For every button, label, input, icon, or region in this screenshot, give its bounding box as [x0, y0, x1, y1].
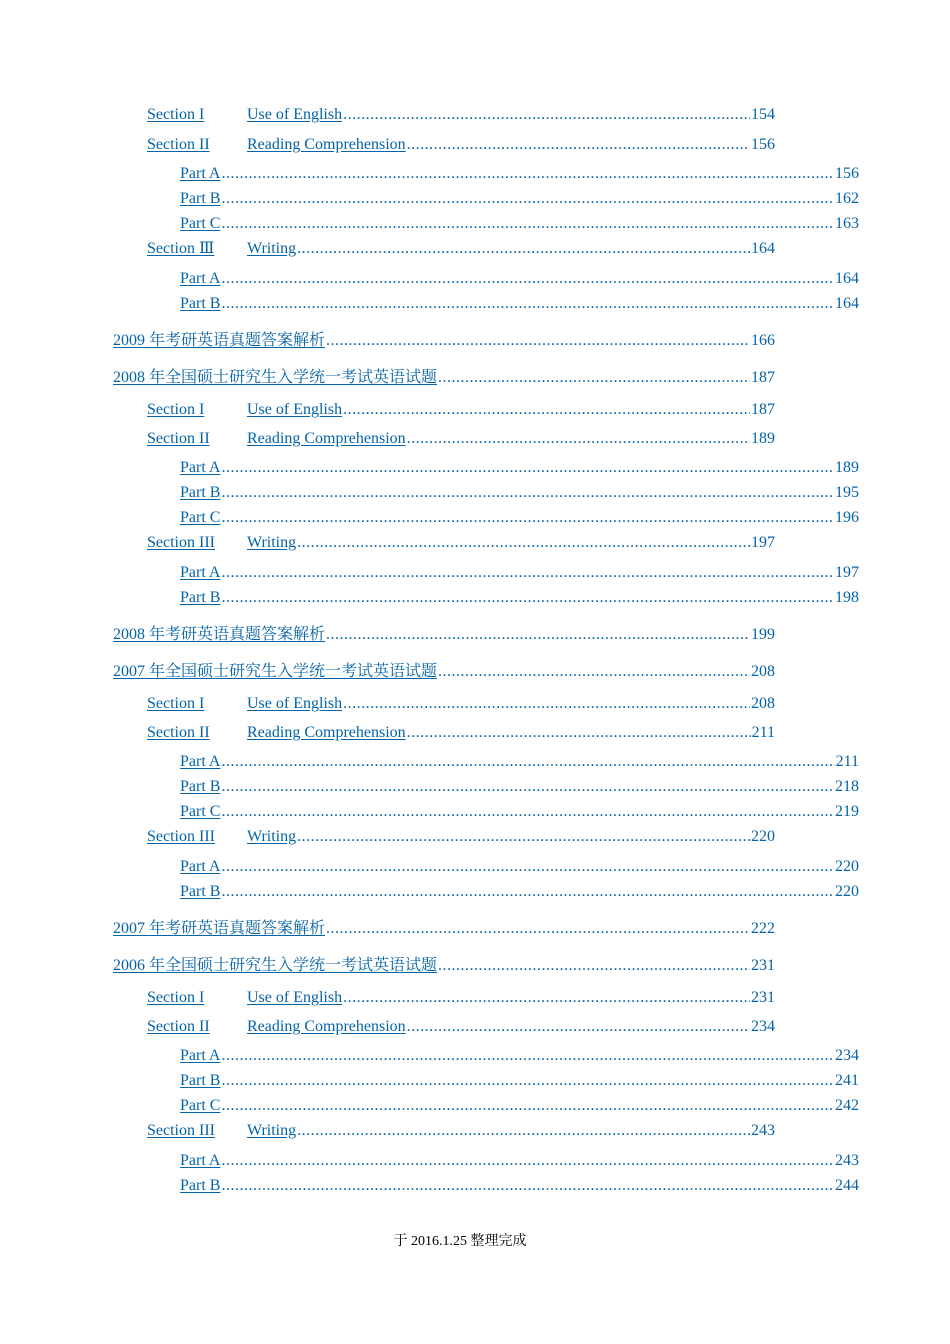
- toc-entry-section[interactable]: [147, 533, 775, 553]
- toc-entry-title[interactable]: Reading Comprehension: [247, 1018, 406, 1035]
- toc-entry-title[interactable]: Reading Comprehension: [247, 724, 406, 741]
- toc-page-number: 189: [751, 430, 775, 447]
- toc-entry-part[interactable]: [180, 857, 859, 877]
- toc-entry-title[interactable]: Part C: [180, 215, 221, 232]
- toc-entry-part[interactable]: [180, 189, 859, 209]
- toc-entry-title[interactable]: Use of English: [247, 106, 343, 123]
- toc-page-number: 164: [751, 240, 775, 257]
- dot-leader: [326, 919, 750, 939]
- toc-section-id[interactable]: Section II: [147, 724, 210, 741]
- toc-page-number: 197: [835, 564, 859, 581]
- toc-entry-section[interactable]: [147, 135, 775, 155]
- toc-entry-section[interactable]: [147, 1121, 775, 1141]
- toc-entry-title[interactable]: Part A: [180, 564, 221, 581]
- dot-leader: [297, 1121, 750, 1141]
- toc-entry-part[interactable]: [180, 483, 859, 503]
- toc-entry-heading[interactable]: [113, 919, 775, 939]
- dot-leader: [297, 827, 750, 847]
- toc-section-id[interactable]: Section I: [147, 106, 205, 123]
- toc-entry-title[interactable]: Reading Comprehension: [247, 430, 406, 447]
- toc-entry-title[interactable]: 2007 年全国硕士研究生入学统一考试英语试题: [113, 663, 438, 680]
- toc-entry-title[interactable]: Part B: [180, 295, 221, 312]
- footer-note: 于 2016.1.25 整理完成: [393, 1234, 527, 1249]
- dot-leader: [221, 1096, 834, 1116]
- toc-entry-title[interactable]: Use of English: [247, 695, 343, 712]
- dot-leader: [438, 662, 750, 682]
- toc-section-id[interactable]: Section III: [147, 1122, 215, 1139]
- toc-entry-title[interactable]: Part A: [180, 270, 221, 287]
- toc-entry-title[interactable]: 2008 年考研英语真题答案解析: [113, 626, 326, 643]
- toc-entry-title[interactable]: Part A: [180, 858, 221, 875]
- dot-leader: [221, 882, 834, 902]
- dot-leader: [221, 508, 834, 528]
- dot-leader: [221, 1071, 834, 1091]
- dot-leader: [221, 802, 834, 822]
- toc-entry-section[interactable]: [147, 723, 775, 743]
- dot-leader: [407, 723, 751, 743]
- dot-leader: [326, 331, 750, 351]
- toc-page-number: 222: [751, 920, 775, 937]
- toc-entry-title[interactable]: Part C: [180, 1097, 221, 1114]
- dot-leader: [438, 368, 750, 388]
- dot-leader: [407, 1017, 750, 1037]
- toc-page-number: 234: [751, 1018, 775, 1035]
- toc-page-number: 199: [751, 626, 775, 643]
- toc-page-number: 211: [835, 753, 859, 770]
- toc-page-number: 187: [751, 401, 775, 418]
- dot-leader: [221, 1046, 834, 1066]
- toc-entry-title[interactable]: Writing: [247, 828, 297, 845]
- toc-entry-heading[interactable]: [113, 331, 775, 351]
- toc-page-number: 234: [835, 1047, 859, 1064]
- toc-entry-title[interactable]: Part B: [180, 778, 221, 795]
- dot-leader: [343, 694, 750, 714]
- toc-page-number: 196: [835, 509, 859, 526]
- toc-page-number: 198: [835, 589, 859, 606]
- dot-leader: [221, 458, 834, 478]
- toc-entry-title[interactable]: Part C: [180, 803, 221, 820]
- toc-entry-part[interactable]: [180, 777, 859, 797]
- toc-entry-part[interactable]: [180, 1176, 859, 1196]
- dot-leader: [221, 1151, 834, 1171]
- toc-page-number: 197: [751, 534, 775, 551]
- toc-entry-heading[interactable]: [113, 662, 775, 682]
- toc-entry-title[interactable]: Part B: [180, 883, 221, 900]
- toc-page-number: 208: [751, 663, 775, 680]
- toc-section-id[interactable]: Section Ⅲ: [147, 240, 215, 257]
- toc-page-number: 187: [751, 369, 775, 386]
- toc-page-number: 220: [751, 828, 775, 845]
- toc-entry-title[interactable]: 2008 年全国硕士研究生入学统一考试英语试题: [113, 369, 438, 386]
- dot-leader: [407, 135, 750, 155]
- toc-entry-part[interactable]: [180, 164, 859, 184]
- toc-section-id[interactable]: Section I: [147, 695, 205, 712]
- toc-entry-title[interactable]: Use of English: [247, 401, 343, 418]
- toc-page-number: 164: [835, 295, 859, 312]
- toc-entry-part[interactable]: [180, 1151, 859, 1171]
- toc-page-number: 244: [835, 1177, 859, 1194]
- toc-entry-heading[interactable]: [113, 368, 775, 388]
- toc-entry-title[interactable]: Part B: [180, 1072, 221, 1089]
- dot-leader: [221, 777, 834, 797]
- dot-leader: [221, 1176, 834, 1196]
- toc-entry-section[interactable]: [147, 1017, 775, 1037]
- toc-entry-title[interactable]: 2007 年考研英语真题答案解析: [113, 920, 326, 937]
- toc-entry-title[interactable]: Part B: [180, 190, 221, 207]
- toc-page-number: 242: [835, 1097, 859, 1114]
- toc-page-number: 219: [835, 803, 859, 820]
- dot-leader: [221, 294, 834, 314]
- toc-entry-part[interactable]: [180, 294, 859, 314]
- toc-page-number: 243: [751, 1122, 775, 1139]
- toc-entry-section[interactable]: [147, 988, 775, 1008]
- toc-entry-heading[interactable]: [113, 956, 775, 976]
- toc-page-number: 231: [751, 957, 775, 974]
- toc-page-number: 243: [835, 1152, 859, 1169]
- toc-entry-section[interactable]: [147, 105, 775, 125]
- toc-entry-section[interactable]: [147, 694, 775, 714]
- dot-leader: [221, 857, 834, 877]
- toc-entry-title[interactable]: Part B: [180, 484, 221, 501]
- toc-entry-title[interactable]: Part B: [180, 589, 221, 606]
- toc-entry-part[interactable]: [180, 882, 859, 902]
- dot-leader: [221, 752, 834, 772]
- toc-entry-part[interactable]: [180, 458, 859, 478]
- toc-entry-section[interactable]: [147, 400, 775, 420]
- toc-entry-title[interactable]: 2009 年考研英语真题答案解析: [113, 332, 326, 349]
- toc-page-number: 156: [751, 136, 775, 153]
- toc-page-number: 156: [835, 165, 859, 182]
- toc-entry-title[interactable]: Part A: [180, 165, 221, 182]
- toc-entry-title[interactable]: Part A: [180, 1047, 221, 1064]
- dot-leader: [221, 563, 834, 583]
- toc-entry-part[interactable]: [180, 508, 859, 528]
- dot-leader: [297, 239, 750, 259]
- dot-leader: [326, 625, 750, 645]
- toc-page-number: 220: [835, 883, 859, 900]
- toc-page-number: 231: [751, 989, 775, 1006]
- toc-entry-title[interactable]: 2006 年全国硕士研究生入学统一考试英语试题: [113, 957, 438, 974]
- dot-leader: [438, 956, 750, 976]
- toc-page-number: 220: [835, 858, 859, 875]
- toc-entry-title[interactable]: Writing: [247, 1122, 297, 1139]
- toc-section-id[interactable]: Section III: [147, 534, 215, 551]
- toc-entry-section[interactable]: [147, 239, 775, 259]
- dot-leader: [221, 189, 834, 209]
- toc-section-id[interactable]: Section I: [147, 989, 205, 1006]
- toc-page-number: 195: [835, 484, 859, 501]
- toc-page-number: 164: [835, 270, 859, 287]
- toc-page-number: 189: [835, 459, 859, 476]
- toc-section-id[interactable]: Section II: [147, 136, 210, 153]
- toc-entry-title[interactable]: Part C: [180, 509, 221, 526]
- dot-leader: [221, 483, 834, 503]
- toc-entry-part[interactable]: [180, 214, 859, 234]
- dot-leader: [407, 429, 750, 449]
- toc-entry-title[interactable]: Writing: [247, 240, 297, 257]
- toc-entry-title[interactable]: Reading Comprehension: [247, 136, 406, 153]
- toc-entry-title[interactable]: Part A: [180, 1152, 221, 1169]
- toc-entry-part[interactable]: [180, 588, 859, 608]
- dot-leader: [221, 588, 834, 608]
- toc-entry-part[interactable]: [180, 1071, 859, 1091]
- toc-page-number: 211: [751, 724, 775, 741]
- toc-entry-title[interactable]: Part A: [180, 753, 221, 770]
- toc-page-number: 163: [835, 215, 859, 232]
- toc-section-id[interactable]: Section I: [147, 401, 205, 418]
- dot-leader: [221, 269, 834, 289]
- dot-leader: [297, 533, 750, 553]
- toc-page-number: 166: [751, 332, 775, 349]
- toc-page-number: 218: [835, 778, 859, 795]
- toc-entry-part[interactable]: [180, 1046, 859, 1066]
- dot-leader: [343, 988, 750, 1008]
- toc-section-id[interactable]: Section II: [147, 430, 210, 447]
- toc-entry-part[interactable]: [180, 269, 859, 289]
- dot-leader: [221, 164, 834, 184]
- toc-page-number: 162: [835, 190, 859, 207]
- toc-section-id[interactable]: Section III: [147, 828, 215, 845]
- toc-entry-part[interactable]: [180, 802, 859, 822]
- toc-entry-title[interactable]: Use of English: [247, 989, 343, 1006]
- dot-leader: [221, 214, 834, 234]
- toc-entry-section[interactable]: [147, 827, 775, 847]
- toc-entry-section[interactable]: [147, 429, 775, 449]
- toc-entry-part[interactable]: [180, 752, 859, 772]
- toc-entry-part[interactable]: [180, 1096, 859, 1116]
- dot-leader: [343, 400, 750, 420]
- toc-page-number: 154: [751, 106, 775, 123]
- toc-entry-title[interactable]: Writing: [247, 534, 297, 551]
- toc-page-number: 208: [751, 695, 775, 712]
- toc-page-number: 241: [835, 1072, 859, 1089]
- toc-entry-title[interactable]: Part A: [180, 459, 221, 476]
- toc-entry-part[interactable]: [180, 563, 859, 583]
- toc-entry-heading[interactable]: [113, 625, 775, 645]
- toc-section-id[interactable]: Section II: [147, 1018, 210, 1035]
- toc-entry-title[interactable]: Part B: [180, 1177, 221, 1194]
- dot-leader: [343, 105, 750, 125]
